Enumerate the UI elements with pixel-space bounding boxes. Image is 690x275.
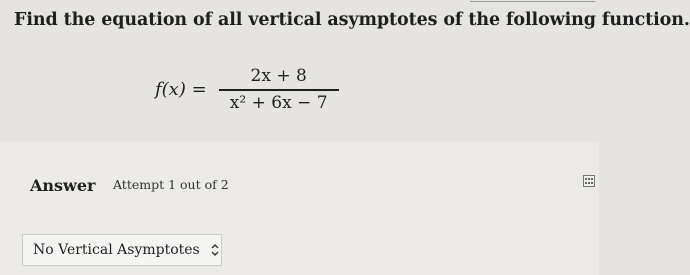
equation-denominator: x² + 6x − 7 bbox=[229, 93, 328, 113]
attempt-counter: Attempt 1 out of 2 bbox=[113, 177, 229, 192]
asymptote-dropdown[interactable] bbox=[22, 234, 222, 266]
updown-chevron-icon bbox=[210, 241, 220, 259]
top-divider bbox=[470, 1, 595, 2]
dropdown-selected-value: No Vertical Asymptotes bbox=[33, 242, 200, 258]
equation-numerator: 2x + 8 bbox=[250, 66, 307, 86]
equation-fraction bbox=[219, 66, 339, 113]
answer-title: Answer bbox=[30, 176, 96, 195]
equation-lhs: f(x) = bbox=[155, 79, 207, 100]
function-equation bbox=[155, 66, 339, 113]
question-text: Find the equation of all vertical asymptotes of the following function. bbox=[14, 10, 690, 30]
keypad-icon[interactable] bbox=[583, 175, 595, 187]
